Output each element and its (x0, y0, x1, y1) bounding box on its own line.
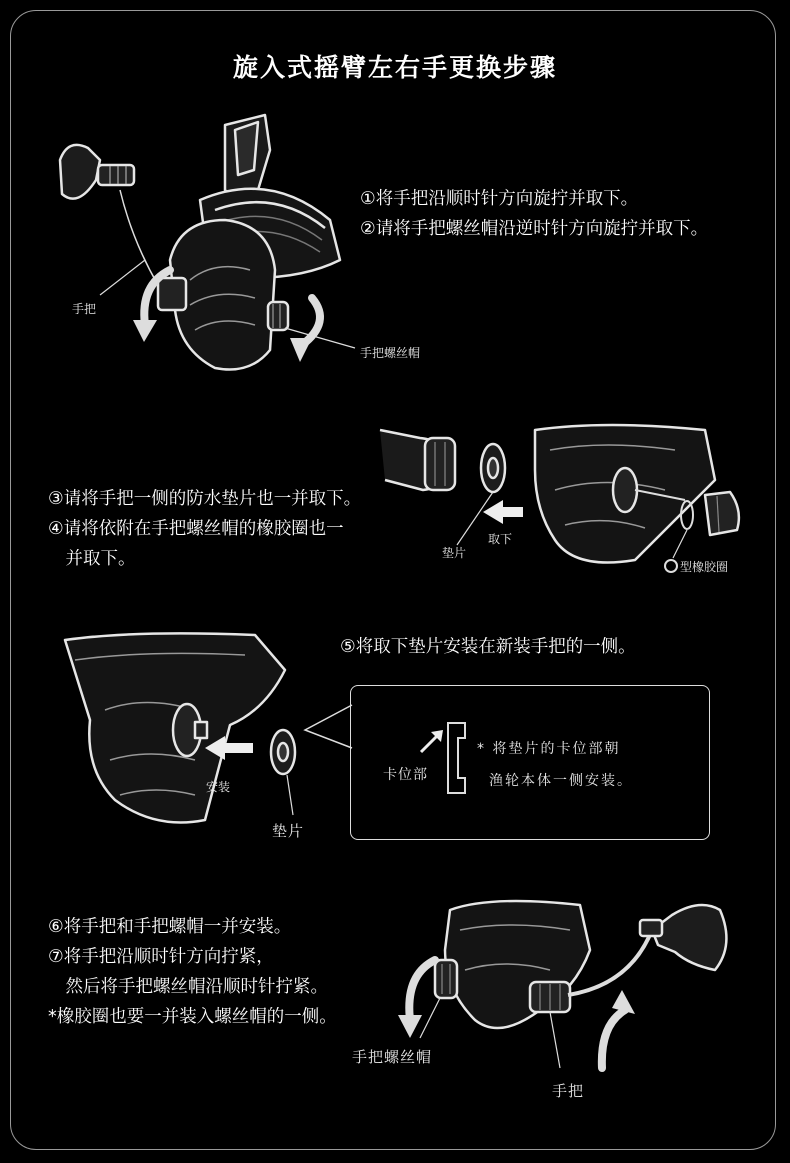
label-remove: 取下 (488, 532, 513, 546)
step4-line-4: *橡胶圈也要一并装入螺丝帽的一侧。 (48, 1007, 337, 1027)
illustration-remove-washer (375, 420, 760, 580)
o-ring-icon (664, 559, 678, 573)
illustration-install-handle (390, 890, 750, 1090)
label-handle: 手把 (72, 302, 97, 316)
arrow-icon (417, 728, 445, 756)
label-handle-install: 手把 (552, 1082, 585, 1100)
note-box (350, 685, 710, 840)
step2-line-3: 并取下。 (48, 549, 136, 569)
step1-line-2: ②请将手把螺丝帽沿逆时针方向旋拧并取下。 (360, 219, 709, 239)
washer-profile-icon (443, 718, 473, 798)
illustration-remove-handle (40, 110, 360, 390)
note-line-1: * 将垫片的卡位部朝 (477, 741, 621, 757)
label-install: 安装 (206, 780, 231, 794)
label-o-ring: 型橡胶圈 (664, 558, 728, 575)
page-title: 旋入式摇臂左右手更换步骤 (232, 53, 557, 82)
step4-line-3: 然后将手把螺丝帽沿顺时针拧紧。 (48, 977, 328, 997)
step4-line-2: ⑦将手把沿顺时针方向拧紧， (48, 947, 274, 967)
step1-line-1: ①将手把沿顺时针方向旋拧并取下。 (360, 189, 639, 209)
note-label-slot: 卡位部 (383, 767, 428, 783)
label-handle-cap-install: 手把螺丝帽 (352, 1048, 433, 1066)
note-line-2: 渔轮本体一侧安装。 (489, 773, 633, 789)
step2-line-2: ④请将依附在手把螺丝帽的橡胶圈也一 (48, 519, 344, 539)
label-washer-install: 垫片 (272, 822, 305, 840)
label-washer: 垫片 (442, 546, 467, 560)
step2-line-1: ③请将手把一侧的防水垫片也一并取下。 (48, 489, 362, 509)
label-handle-cap: 手把螺丝帽 (360, 346, 421, 360)
step4-line-1: ⑥将手把和手把螺帽一并安装。 (48, 917, 292, 937)
illustration-install-washer (55, 630, 325, 840)
step3-line: ⑤将取下垫片安装在新装手把的一侧。 (340, 637, 636, 657)
